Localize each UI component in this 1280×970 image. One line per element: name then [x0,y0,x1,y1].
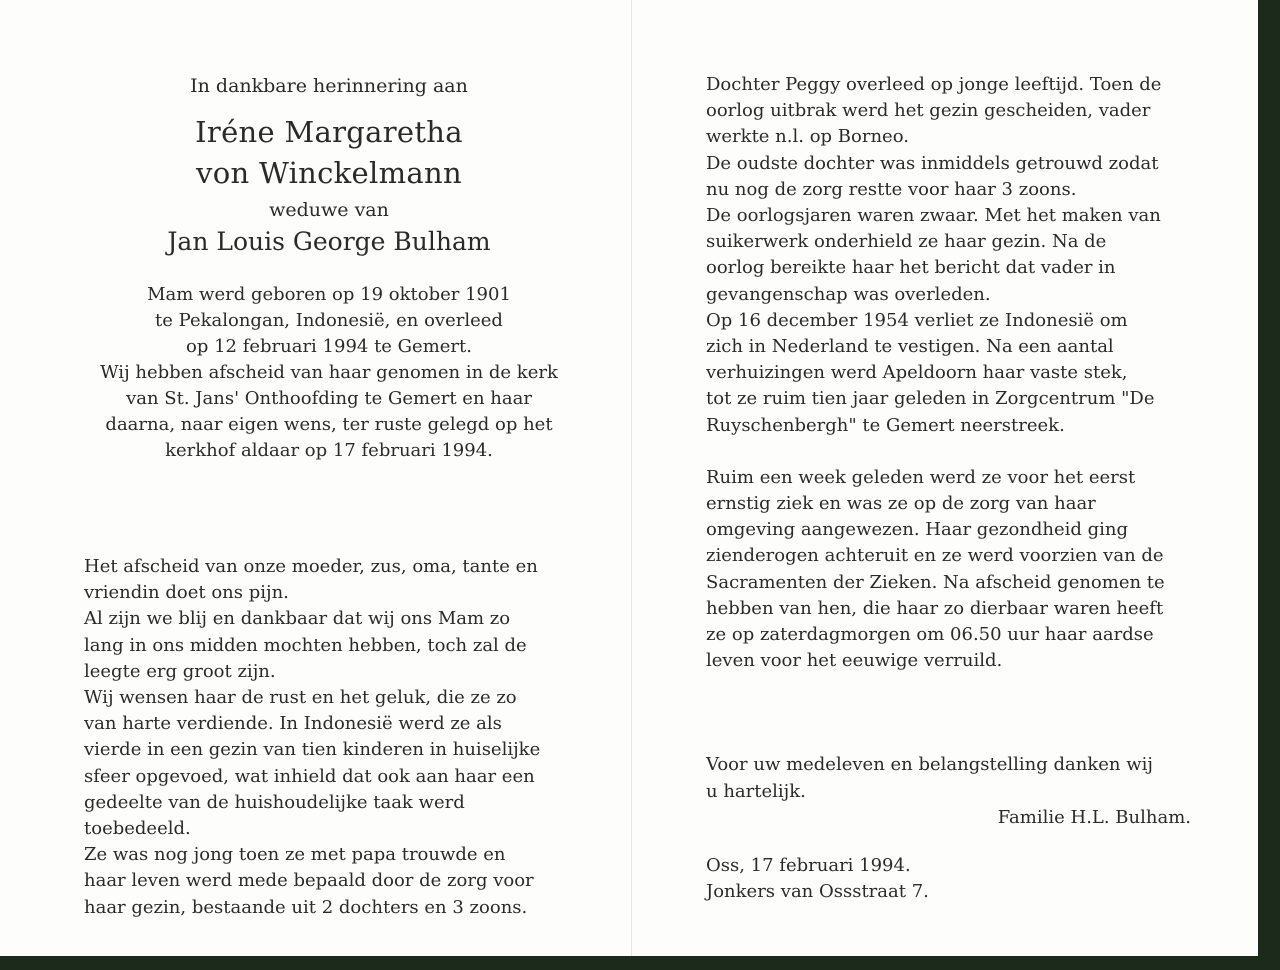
text-line: Voor uw medeleven en belangstelling danken wij [706,754,1153,776]
text-line: vierde in een gezin van tien kinderen in huiselijke [84,739,541,761]
paragraph-gap [706,439,1191,465]
text-line: werkte n.l. op Borneo. [706,126,909,148]
family-signature: Familie H.L. Bulham. [997,806,1191,828]
text-line: haar gezin, bestaande uit 2 dochters en 3 zoons. [84,896,528,918]
text-line: Het afscheid van onze moeder, zus, oma, tante en [84,556,538,577]
intro-text: In dankbare herinnering aan [190,75,468,97]
text-line: Ze was nog jong toen ze met papa trouwde en [84,844,506,866]
text-line: haar leven werd mede bepaald door de zorg voor [84,870,534,892]
text-line: u hartelijk. [706,780,806,802]
paragraph-gap [706,674,1191,752]
text-line: tot ze ruim tien jaar geleden in Zorgcentrum "De [706,388,1155,410]
left-page [84,72,574,921]
text-line: gevangenschap was overleden. [706,283,991,305]
widow-of-text: weduwe van [269,199,389,221]
right-paragraph-2 [706,465,1191,675]
text-line: toebedeeld. [84,818,191,840]
text-line: zienderogen achteruit en ze werd voorzien van de [706,545,1164,567]
text-line: Ruyschenbergh" te Gemert neerstreek. [706,414,1065,436]
bio-line: daarna, naar eigen wens, ter ruste gelegd op het [105,414,553,435]
bio-line: Mam werd geboren op 19 oktober 1901 [147,284,511,305]
text-line: ze op zaterdagmorgen om 06.50 uur haar aardse [706,624,1154,646]
text-line: zich in Nederland te vestigen. Na een aantal [706,336,1114,358]
deceased-name-line-2: von Winckelmann [196,156,462,190]
right-page [706,72,1191,905]
text-line: Ruim een week geleden werd ze voor het eerst [706,466,1136,488]
text-line: omgeving aangewezen. Haar gezondheid ging [706,519,1129,541]
text-line: De oudste dochter was inmiddels getrouwd zodat [706,152,1159,174]
text-line: nu nog de zorg restte voor haar 3 zoons. [706,178,1077,200]
deceased-name-line-1: Iréne Margaretha [195,115,463,149]
text-line: suikerwerk onderhield ze haar gezin. Na de [706,231,1107,253]
bio-line: te Pekalongan, Indonesië, en overleed [155,310,503,331]
header-block [84,72,574,464]
text-line: lang in ons midden mochten hebben, toch zal de [84,634,527,656]
address: Jonkers van Ossstraat 7. [706,881,929,903]
husband-name: Jan Louis George Bulham [167,227,491,256]
place-date-block [706,853,1191,905]
text-line: sfeer opgevoed, wat inhield dat ook aan haar een [84,765,535,787]
text-line: gedeelte van de huishoudelijke taak werd [84,791,465,813]
text-line: Op 16 december 1954 verliet ze Indonesië om [706,309,1128,331]
place-date: Oss, 17 februari 1994. [706,855,911,877]
text-line: De oorlogsjaren waren zwaar. Met het maken van [706,205,1161,227]
scan-border-bottom [0,956,1280,970]
left-body-text [84,554,574,921]
right-paragraph-1 [706,72,1191,439]
bio-line: op 12 februari 1994 te Gemert. [185,336,472,357]
text-line: Wij wensen haar de rust en het geluk, die ze zo [84,687,517,709]
text-line: Al zijn we blij en dankbaar dat wij ons Mam zo [84,608,511,630]
text-line: oorlog bereikte haar het bericht dat vader in [706,257,1116,279]
text-line: Dochter Peggy overleed op jonge leeftijd. Toen de [706,74,1162,95]
card-fold [631,0,632,956]
text-line: leven voor het eeuwige verruild. [706,650,1003,672]
text-line: van harte verdiende. In Indonesië werd ze als [84,713,502,735]
text-line: ernstig ziek en was ze op de zorg van haar [706,493,1096,515]
bio-line: kerkhof aldaar op 17 februari 1994. [165,440,493,461]
bio-line: van St. Jans' Onthoofding te Gemert en haar [126,388,532,409]
text-line: oorlog uitbrak werd het gezin gescheiden, vader [706,100,1151,122]
thanks-block [706,752,1191,804]
scan-border-right [1258,0,1280,970]
bio-line: Wij hebben afscheid van haar genomen in de kerk [100,362,558,383]
text-line: vriendin doet ons pijn. [84,582,289,604]
text-line: leegte erg groot zijn. [84,660,276,682]
bio-block [84,282,574,464]
text-line: Sacramenten der Zieken. Na afscheid genomen te [706,571,1165,593]
text-line: hebben van hen, die haar zo dierbaar waren heeft [706,597,1164,619]
text-line: verhuizingen werd Apeldoorn haar vaste stek, [706,362,1128,384]
